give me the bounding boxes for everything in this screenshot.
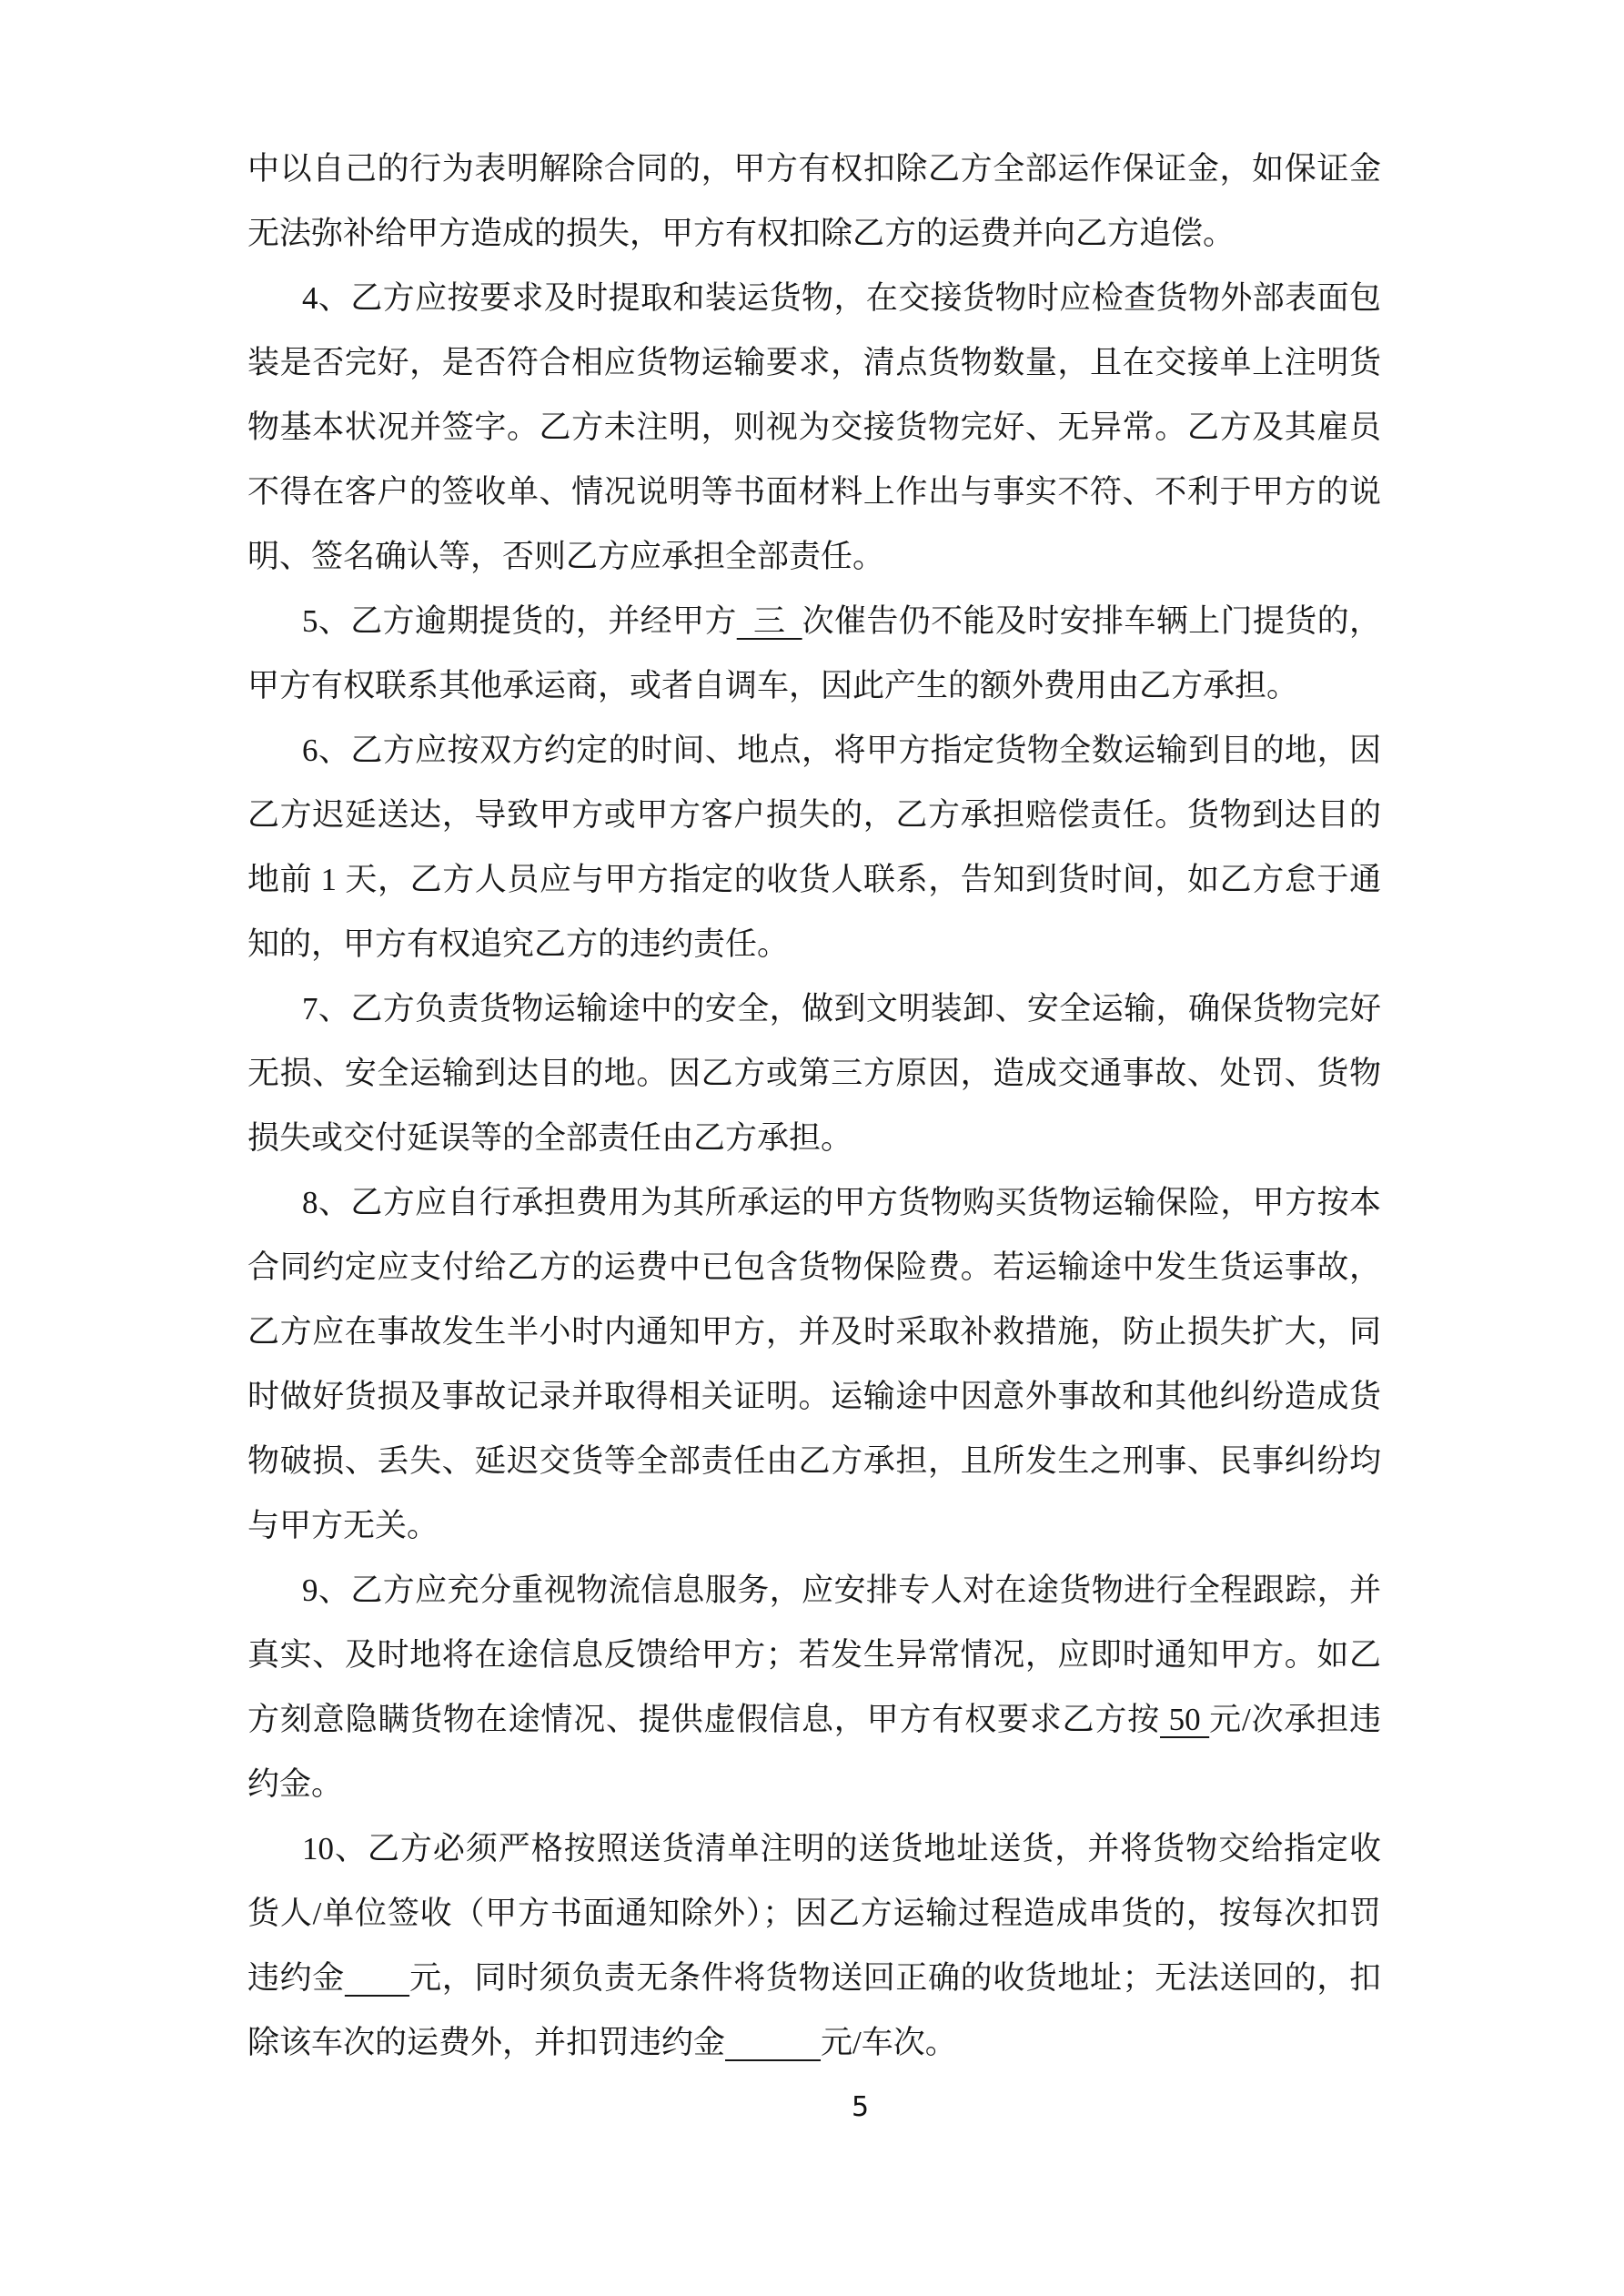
non-return-penalty-amount-blank <box>725 2025 821 2060</box>
pickup-notice-count-blank: 三 <box>736 603 802 639</box>
clause-8-text: 8、乙方应自行承担费用为其所承运的甲方货物购买货物运输保险，甲方按本合同约定应支付给乙方的运费中已包含货物保险费。若运输途中发生货运事故，乙方应在事故发生半小时内通知甲方，并及时采取补救措施，防止损失扩大，同时做好货损及事故记录并取得相关证明。运输途中因意外事故和其他纠纷造成货物破损、丢失、延迟交货等全部责任由乙方承担，且所发生之刑事、民事纠纷均与甲方无关。 <box>247 1185 1381 1543</box>
clause-5-text-2: 次催告仍不能及时安排车辆上门提货的，甲方有权联系其他承运商，或者自调车，因此产生的额外费用由乙方承担。 <box>247 603 1381 703</box>
clause-8 <box>247 1170 1381 1558</box>
clause-3-continuation-text: 中以自己的行为表明解除合同的，甲方有权扣除乙方全部运作保证金，如保证金无法弥补给甲方造成的损失，甲方有权扣除乙方的运费并向乙方追偿。 <box>247 151 1381 251</box>
clause-6-text: 6、乙方应按双方约定的时间、地点，将甲方指定货物全数运输到目的地，因乙方迟延送达，导致甲方或甲方客户损失的，乙方承担赔偿责任。货物到达目的地前 1 天，乙方人员应与甲方指定的收货人联系，告知到货时间，如乙方怠于通知的，甲方有权追究乙方的违约责任。 <box>247 733 1381 962</box>
misdelivery-penalty-amount-blank <box>345 1960 409 1996</box>
clause-4 <box>247 266 1381 589</box>
clause-6 <box>247 718 1381 976</box>
clause-9-text-2: 元/次承担违约金。 <box>247 1702 1382 1802</box>
clause-3-continuation <box>247 137 1381 266</box>
clause-7-text: 7、乙方负责货物运输途中的安全，做到文明装卸、安全运输，确保货物完好无损、安全运输到达目的地。因乙方或第三方原因，造成交通事故、处罚、货物损失或交付延误等的全部责任由乙方承担。 <box>247 991 1381 1156</box>
clause-10 <box>247 1816 1381 2075</box>
clause-7 <box>247 976 1381 1170</box>
page-number: 5 <box>852 2091 870 2123</box>
clause-10-text-3: 元/车次。 <box>821 2025 957 2060</box>
contract-body <box>247 137 1381 2075</box>
clause-4-text: 4、乙方应按要求及时提取和装运货物，在交接货物时应检查货物外部表面包装是否完好，是否符合相应货物运输要求，清点货物数量，且在交接单上注明货物基本状况并签字。乙方未注明，则视为交接货物完好、无异常。乙方及其雇员不得在客户的签收单、情况说明等书面材料上作出与事实不符、不利于甲方的说明、签名确认等，否则乙方应承担全部责任。 <box>247 280 1381 574</box>
false-info-penalty-amount-blank: 50 <box>1160 1702 1210 1737</box>
clause-5 <box>247 589 1381 718</box>
clause-10-text-1: 10、乙方必须严格按照送货清单注明的送货地址送货，并将货物交给指定收货人/单位签收（甲方书面通知除外）；因乙方运输过程造成串货的，按每次扣罚违约金 <box>247 1831 1381 1996</box>
clause-9 <box>247 1558 1381 1816</box>
clause-5-text-1: 5、乙方逾期提货的，并经甲方 <box>302 603 737 639</box>
clause-9-text-1: 9、乙方应充分重视物流信息服务，应安排专人对在途货物进行全程跟踪，并真实、及时地将在途信息反馈给甲方；若发生异常情况，应即时通知甲方。如乙方刻意隐瞒货物在途情况、提供虚假信息，甲方有权要求乙方按 <box>247 1573 1381 1737</box>
clause-10-text-2: 元，同时须负责无条件将货物送回正确的收货地址；无法送回的，扣除该车次的运费外，并扣罚违约金 <box>247 1960 1381 2060</box>
